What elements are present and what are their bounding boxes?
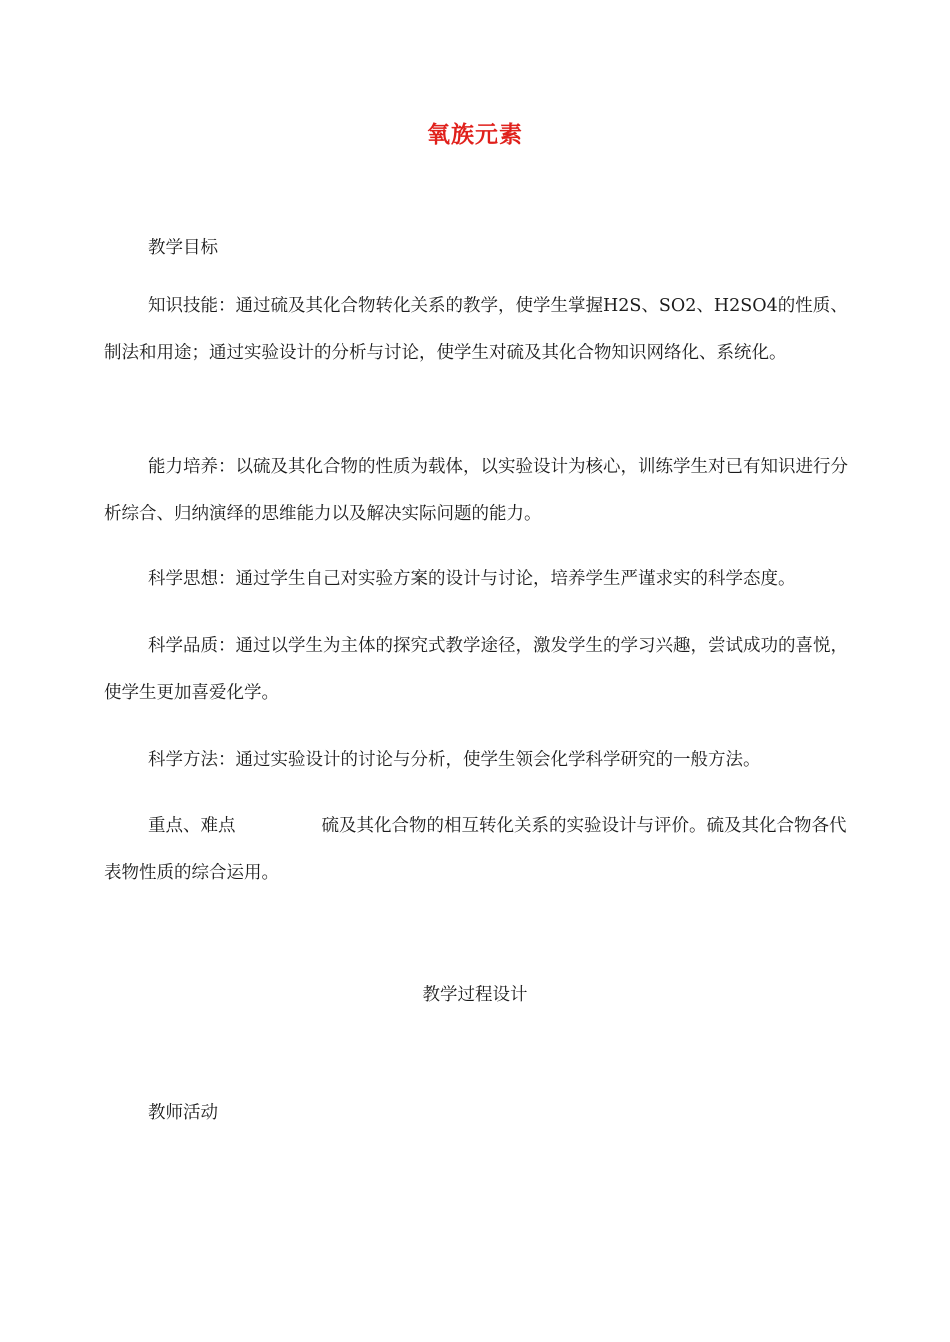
scientific-method-paragraph: 科学方法：通过实验设计的讨论与分析，使学生领会化学科学研究的一般方法。 [148,750,761,770]
page-title: 氧族元素 [427,122,523,148]
process-heading: 教学过程设计 [422,985,528,1005]
objectives-heading: 教学目标 [148,238,218,258]
key-points-paragraph [104,803,849,897]
ability-paragraph: 能力培养：以硫及其化合物的性质为载体，以实验设计为核心，训练学生对已有知识进行分析综合、归纳演绎的思维能力以及解决实际问题的能力。 [104,457,848,524]
key-points-text: 硫及其化合物的相互转化关系的实验设计与评价。硫及其化合物各代表物性质的综合运用。 [104,816,847,883]
knowledge-skills-paragraph: 知识技能：通过硫及其化合物转化关系的教学，使学生掌握H2S、SO2、H2SO4的性质、制法和用途；通过实验设计的分析与讨论，使学生对硫及其化合物知识网络化、系统化。 [104,296,848,363]
teacher-activity-heading: 教师活动 [148,1103,218,1123]
scientific-quality-paragraph: 科学品质：通过以学生为主体的探究式教学途径，激发学生的学习兴趣，尝试成功的喜悦，使学生更加喜爱化学。 [104,636,848,703]
scientific-thinking-paragraph: 科学思想：通过学生自己对实验方案的设计与讨论，培养学生严谨求实的科学态度。 [148,569,796,589]
key-points-label: 重点、难点 [148,816,236,836]
